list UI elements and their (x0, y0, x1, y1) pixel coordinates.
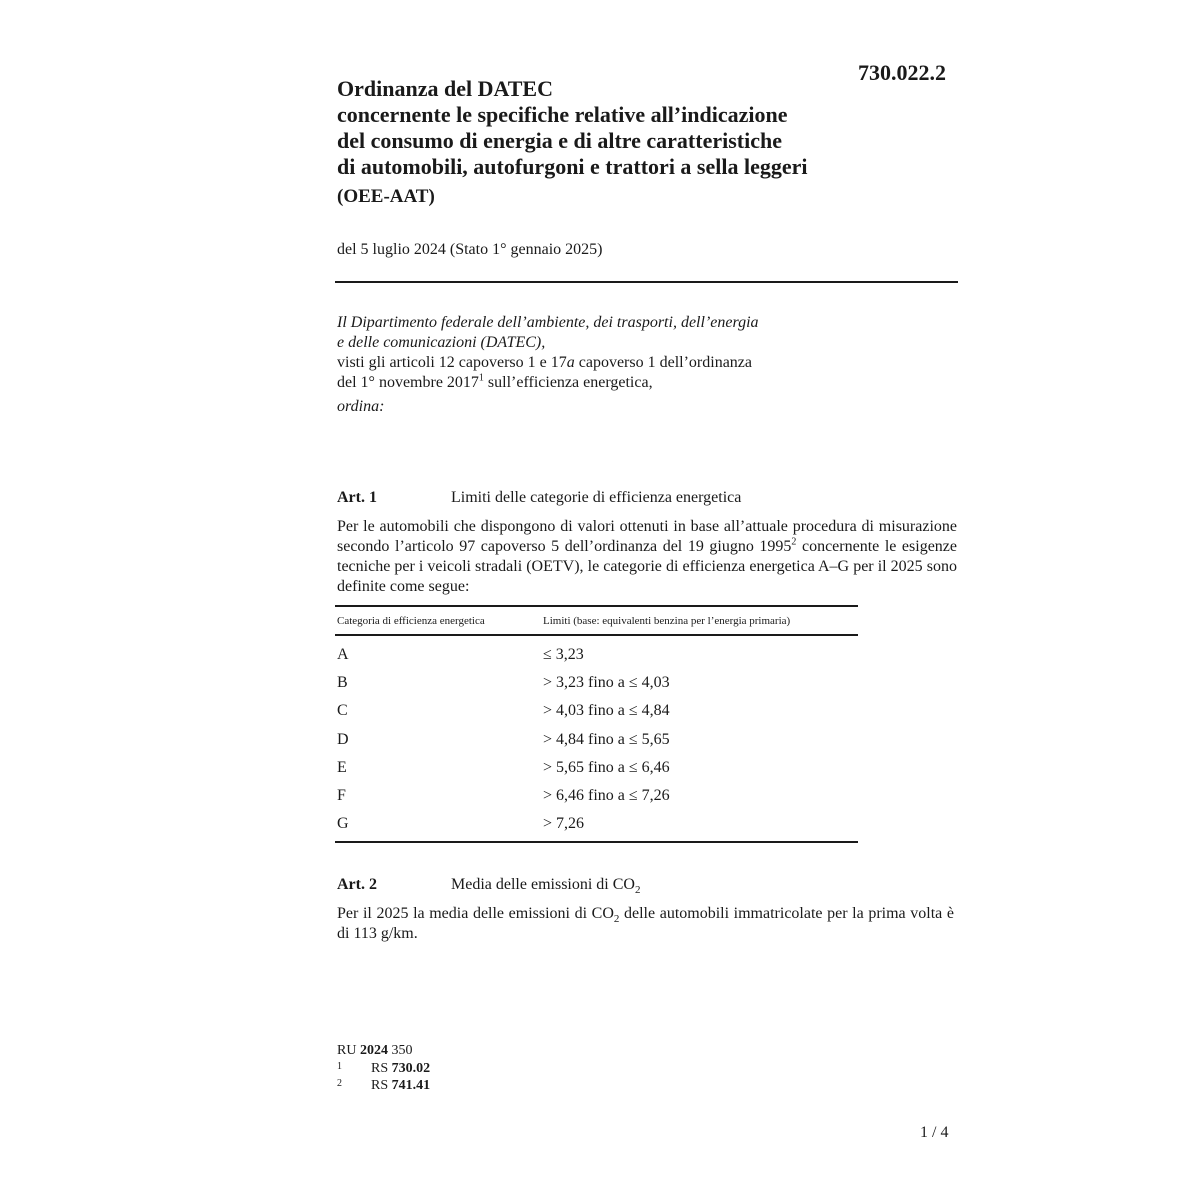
table-row (335, 669, 858, 697)
footnote-number: 1 (337, 1061, 342, 1072)
header-divider (335, 281, 958, 283)
document-title (337, 76, 897, 210)
ru-year: 2024 (359, 1043, 388, 1058)
table-row (335, 754, 858, 782)
subscript: 2 (634, 884, 641, 897)
column-header: Limiti (base: equivalenti benzina per l’energia primaria) (543, 614, 791, 627)
ru-reference (337, 1043, 412, 1059)
preamble-basis-text: del 1° novembre 2017 (337, 374, 479, 391)
category-cell: D (337, 730, 349, 748)
article-title (451, 876, 641, 897)
table-body (335, 636, 858, 841)
footnote-ref[interactable]: 1 (478, 372, 484, 384)
preamble-authority: Il Dipartimento federale dell’ambiente, dei trasporti, dell’energia (337, 314, 759, 331)
footnote-prefix: RS (371, 1061, 392, 1076)
preamble-basis-text: capoverso 1 dell’ordinanza (574, 354, 752, 371)
footnote (337, 1061, 430, 1077)
art2-heading (337, 876, 641, 897)
table-row (335, 810, 858, 838)
preamble-basis (337, 373, 857, 393)
limit-cell: > 4,84 fino a ≤ 5,65 (543, 730, 670, 748)
art1-paragraph (337, 517, 957, 597)
category-cell: C (337, 702, 348, 720)
art2-paragraph (337, 904, 954, 944)
article-title: Limiti delle categorie di efficienza energetica (451, 489, 742, 506)
title-line: Ordinanza del DATEC (337, 76, 553, 101)
limit-cell: > 4,03 fino a ≤ 4,84 (543, 702, 670, 720)
ru-prefix: RU (337, 1043, 360, 1058)
document-date: del 5 luglio 2024 (Stato 1° gennaio 2025) (337, 241, 603, 258)
column-header: Categoria di efficienza energetica (337, 614, 485, 627)
subscript: 2 (613, 913, 620, 926)
preamble (337, 313, 857, 417)
art1-heading (337, 489, 741, 507)
category-cell: E (337, 758, 347, 776)
limit-cell: > 5,65 fino a ≤ 6,46 (543, 758, 670, 776)
title-abbreviation: (OEE-AAT) (337, 186, 435, 207)
article-number: Art. 1 (337, 489, 377, 506)
preamble-basis-text: sull’efficienza energetica, (483, 374, 653, 391)
efficiency-table (335, 605, 858, 843)
category-cell: A (337, 646, 349, 664)
preamble-basis-text: visti gli articoli 12 capoverso 1 e 17 (337, 354, 567, 371)
art1-text: concernente le esigenze tecniche per i veicoli stradali (OETV), le categorie di efficienza energetica A–G per il 2025 sono definite come segue: (337, 538, 958, 595)
footnote-number: 2 (337, 1078, 342, 1089)
preamble-order: ordina: (337, 398, 385, 415)
title-line: del consumo di energia e di altre caratteristiche (337, 128, 782, 153)
preamble-authority: e delle comunicazioni (DATEC), (337, 334, 546, 351)
table-row (335, 641, 858, 669)
title-line: concernente le specifiche relative all’indicazione (337, 102, 788, 127)
footnote-link[interactable]: 730.02 (391, 1061, 431, 1076)
ru-number: 350 (387, 1043, 413, 1058)
footnote-link[interactable]: 741.41 (391, 1078, 431, 1093)
limit-cell: > 6,46 fino a ≤ 7,26 (543, 787, 670, 805)
footnote-prefix: RS (371, 1078, 392, 1093)
art2-text: delle automobili immatricolate per la prima volta è di 113 g/km. (337, 905, 954, 942)
category-cell: G (337, 815, 349, 833)
table-bottom-rule (335, 841, 858, 843)
table-row (335, 726, 858, 754)
preamble-basis-letter: a (566, 354, 575, 371)
sr-number: 730.022.2 (858, 60, 946, 85)
preamble-basis (337, 353, 857, 373)
footnote (337, 1078, 430, 1094)
category-cell: B (337, 674, 348, 692)
article-number: Art. 2 (337, 876, 377, 893)
article-title-text: Media delle emissioni di CO (451, 876, 635, 893)
art1-text: Per le automobili che dispongono di valori ottenuti in base all’attuale procedura di misurazione secondo l’articolo 97 capoverso 5 dell’ordinanza del 19 giugno 1995 (337, 518, 957, 555)
table-header (335, 607, 858, 634)
title-line: di automobili, autofurgoni e trattori a sella leggeri (337, 154, 808, 179)
art2-text: Per il 2025 la media delle emissioni di CO (337, 905, 614, 922)
limit-cell: ≤ 3,23 (543, 646, 584, 664)
category-cell: F (337, 787, 346, 805)
table-row (335, 697, 858, 725)
table-row (335, 782, 858, 810)
limit-cell: > 3,23 fino a ≤ 4,03 (543, 674, 670, 692)
limit-cell: > 7,26 (543, 815, 585, 833)
footnote-ref[interactable]: 2 (791, 536, 797, 548)
page-number: 1 / 4 (920, 1124, 949, 1141)
